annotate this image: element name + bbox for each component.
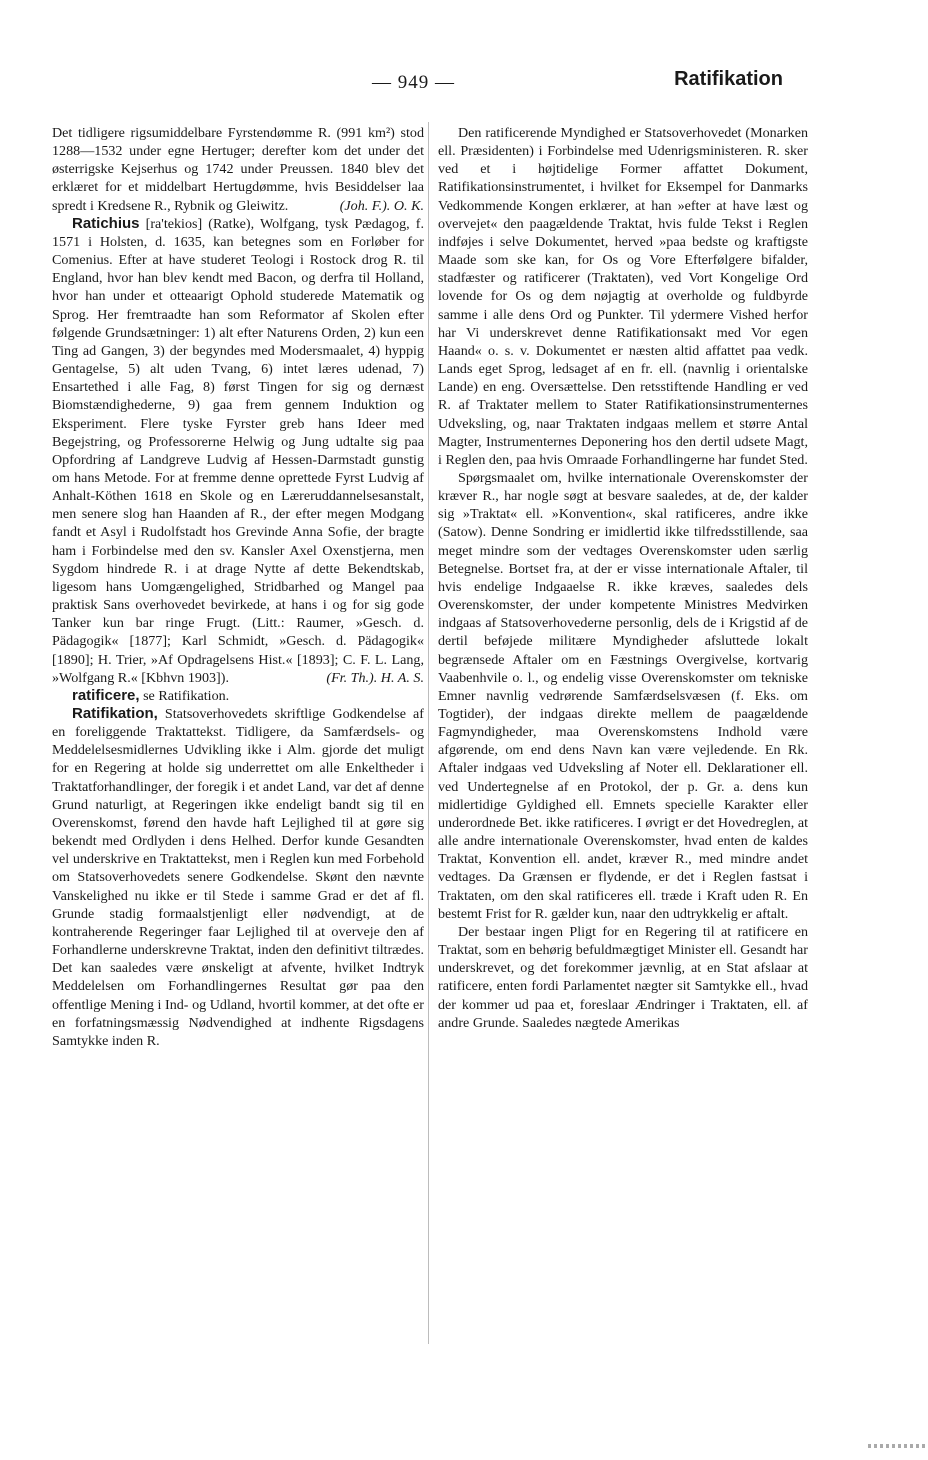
entry-ratifikation	[52, 705, 424, 1050]
cross-reference: se Ratifikation.	[139, 687, 230, 704]
entry-text: [ra'tekios] (Ratke), Wolfgang, tysk Pædagog, f. 1571 i Holsten, d. 1635, kan betegnes som en Forløber for Comenius. Efter at have studeret Teologi i Rostock drog R. til England, hvor han blev kendt med Bacon, og derfra til Holland, hvor han under et otteaarigt Ophold studerede Matematik og Sprog. Her fremtraadte han som Reformator af Skolen efter følgende Grundsætninger: 1) alt efter Naturens Orden, 2) kun een Ting ad Gangen, 3) der begyndes med Modersmaalet, 4) hyppig Gentagelse, 5) alt uden Tvang, 6) intet læres udenad, 7) Ensartethed i alle Fag, 8) først Tingen for sig og dernæst Biomstændighederne, 9) gaa frem gennem Induktion og Eksperiment. Flere tyske Fyrster greb hans Ideer med Begejstring, og Professorerne Helwig og Jung udtalte sig paa Opfordring af Landgreve Ludvig af Hessen-Darmstadt gunstig om hans Metode. For at fremme denne oprettede Fyrst Ludvig af Anhalt-Köthen 1618 en Skole og en Læreruddannelsesanstalt, men senere slog han Haanden af R., der efter megen Modgang fandt et Asyl i Rudolfstadt hos Grevinde Anna Sofie, der bragte ham i Forbindelse med den sv. Kansler Axel Oxenstjerna, men Sygdom hindrede R. i at drage Nytte af dette Bekendtskab, ligesom hans Uomgængelighed, Stridbarhed og Mangel paa praktisk Sans overhovedet bevirkede, at hans i og for sig gode Tanker kun bar ringe Frugt. (Litt.: Raumer, »Gesch. d. Pädagogik« [1877]; Karl Schmidt, »Gesch. d. Pädagogik« [1890]; H. Trier, »Af Opdragelsens Hist.« [1893]; C. F. L. Lang, »Wolfgang R.« [Kbhvn 1903]).	[52, 215, 424, 686]
right-column	[438, 124, 808, 1032]
column-divider	[428, 122, 429, 1344]
paragraph: Den ratificerende Myndighed er Statsoverhovedet (Monarken ell. Præsidenten) i Forbindelse med Udenrigsministeren. R. sker ved et i højtidelige Former affattet Dokument, Ratifikationsinstrumentet, i hvilket for Eksempel for Danmarks Vedkommende Kongen erklærer, at han »efter at have læst og overvejet« den paagældende Traktat, hvis fulde Tekst i Reglen indføjes i selve Dokumentet, herved »paa bedste og kraftigste Maade som ske kan, for Os og Vore Efterfølgere bifalder, stadfæster og ratificerer (Traktaten), ved Vort Kongelige Ord lovende for Os og dem nøjagtig at overholde og fuldbyrde samme i alle dens Ord og Punkter. Til ydermere Vished herfor har Vi underskrevet denne Ratifikationsakt med Vor egen Haand« o. s. v. Dokumentet er næsten altid affattet paa vedk. Lands eget Sprog, ledsaget af en fr. ell. (navnlig i orientalske Lande) en eng. Oversættelse. Den retsstiftende Handling er ved R. af Traktater mellem to Stater Ratifikationsinstrumenternes Udveksling, og, naar Traktaten indgaas mellem et større Antal Magter, Instrumenternes Deponering hos den dertil udsete Magt, i Reglen den, paa hvis Omraade Forhandlingerne har fundet Sted.	[438, 125, 808, 468]
headword-ratifikation: Ratifikation,	[72, 705, 158, 722]
author-signature: (Joh. F.). O. K.	[339, 197, 424, 214]
running-head: Ratifikation	[674, 68, 783, 90]
author-signature: (Fr. Th.). H. A. S.	[326, 669, 424, 686]
paragraph-fyrstendomme: Det tidligere rigsumiddelbare Fyrstendømme R. (991 km²) stod 1288—1532 under egne Hertuger; derefter kom det under det østerrigske Kejserhus og 1742 under Preussen. 1840 blev det erklæret for et middelbart Hertugdømme, hvis Besiddelser laa spredt i Kredsene R., Rybnik og Gleiwitz. (Joh. F.). O. K.	[52, 125, 424, 214]
scan-artifact	[868, 1444, 928, 1448]
headword-ratichius: Ratichius	[72, 214, 140, 232]
entry-ratichius	[52, 215, 424, 687]
entry-text: Statsoverhovedets skriftlige Godkendelse af en foreliggende Traktattekst. Tidligere, da Samfærdsels- og Meddelelsesmidlernes Udvikling ikke i Alm. gjorde det muligt for en Regering at holde sig underrettet om alle Enkeltheder i Traktatforhandlinger, der foregik i et andet Land, var det af denne Grund naturligt, at Regeringen ikke endeligt bandt sig til en Overenskomst, førend den havde haft Lejlighed til at gøre sig bekendt med Ordlyden i dens Helhed. Derfor kunde Gesandten vel underskrive en Traktattekst, men i Reglen kun med Forbehold om Statsoverhovedets senere Godkendelse. Skønt den nævnte Vanskelighed nu ikke er til Stede i samme Grad er det af fl. Grunde stadig formaalstjenligt eller nødvendigt, at de kontraherende Regeringer faar Lejlighed til at overveje den af Forhandlerne underskrevne Traktat, inden den definitivt tiltrædes. Det kan saaledes være ønskeligt at afvente, hvilket Indtryk Meddelelsen om Forhandlingernes Resultat gør paa den offentlige Mening i Ind- og Udland, hvortil kommer, at det ofte er en forfatningsmæssig Nødvendighed at indhente Rigsdagens Samtykke inden R.	[52, 706, 424, 1049]
paragraph: Der bestaar ingen Pligt for en Regering til at ratificere en Traktat, som en behørig befuldmægtiget Minister ell. Gesandt har underskrevet, og det forekommer jævnlig, at en Stat afslaar at ratificere, enten fordi Parlamentet nægter sit Samtykke ell., hvad der kommer ud paa et, foreslaar Ændringer i Traktaten, ell. af andre Grunde. Saaledes nægtede Amerikas	[438, 923, 808, 1031]
page-number: — 949 —	[372, 72, 455, 93]
paragraph: Spørgsmaalet om, hvilke internationale Overenskomster der kræver R., har nogle søgt at besvare saaledes, at de, der kalder sig »Traktat« ell. »Konvention«, skal ratificeres, andre ikke (Satow). Denne Sondring er imidlertid ikke tilfredsstillende, saa meget mindre som der vedtages Overenskomster uden særlig Betegnelse. Bortset fra, at der er visse internationale Aftaler, til hvis endelige Indgaaelse R. ikke kræves, saaledes dels Overenskomster, der under kompetente Ministres Medvirken indgaas af Statsoverhovederne personlig, dels de i Krigstid af de dertil beføjede militære Myndigheder afsluttede lokalt begrænsede Aftaler om en Fæstnings Overgivelse, kortvarig Vaabenhvile o. l., og endelig visse Overenskomster om tekniske Emner navnlig vedrørende Samfærdselsvæsen (f. Eks. om Togtider), der indgaas direkte mellem de paagældende Fagmyndigheder, maa Overenskomstens Indhold være afgørende, om end dens Navn kan være vejledende. En Rk. Aftaler indgaas ved Udveksling af Noter ell. Deklarationer ell. ved Undertegnelse af en Protokol, der p. Gr. a. dens kun midlertidige Gyldighed ell. Emnets specielle Karakter eller underordnede Bet. ikke ratificeres. I øvrigt er det Hovedreglen, at alle andre internationale Overenskomster, hvad enten de kaldes Traktat, Konvention ell. andet, kræver R., med mindre andet vedtages. Da Grænsen er flydende, er det i Reglen fastsat i Traktaten, om den skal ratificeres ell. træde i Kraft uden R. En bestemt Frist for R. gælder kun, naar den udtrykkelig er aftalt.	[438, 469, 808, 922]
page-header	[0, 68, 928, 100]
headword-ratificere: ratificere,	[72, 686, 140, 704]
left-column	[52, 124, 424, 1050]
entry-ratificere	[52, 687, 424, 705]
